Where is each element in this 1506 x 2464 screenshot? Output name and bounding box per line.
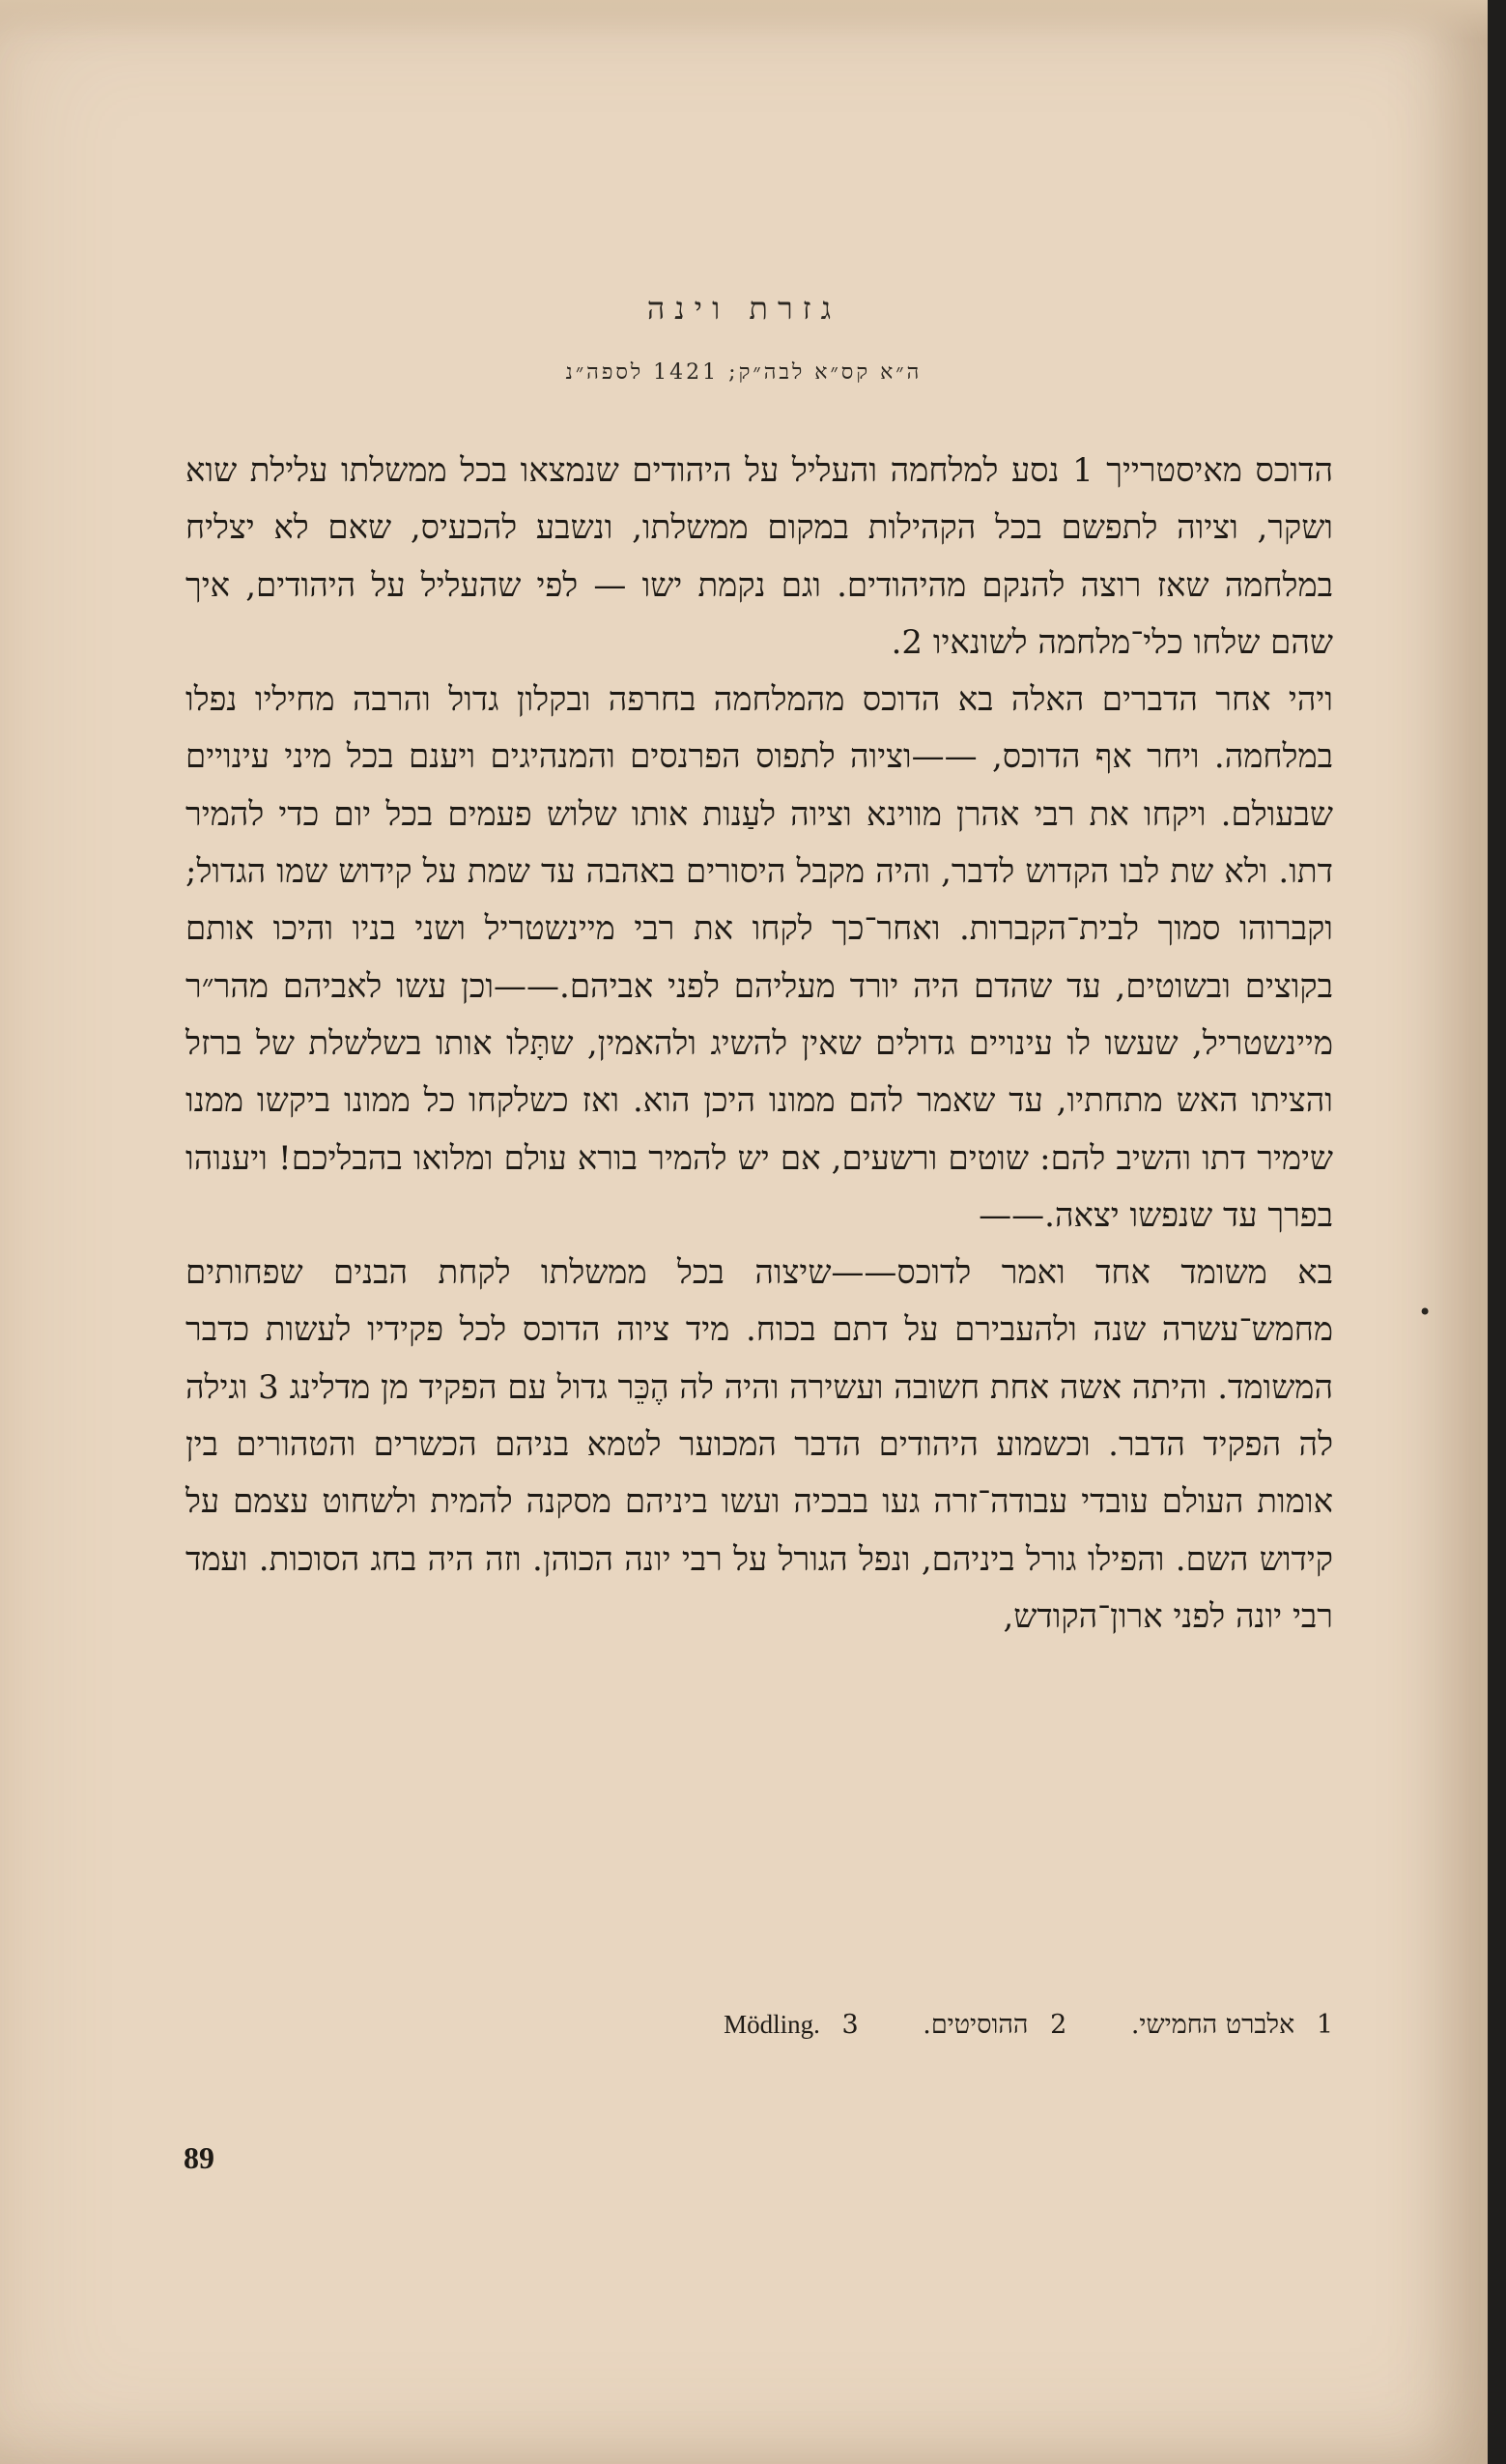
chapter-title: גזרת וינה — [646, 290, 841, 327]
footnote-number: 3 — [841, 2010, 859, 2040]
footnote-text: ההוסיטים. — [923, 2010, 1029, 2040]
footnote-1 — [1131, 2010, 1333, 2040]
body-text — [185, 443, 1333, 1646]
paragraph-1: הדוכס מאיסטרייך 1 נסע למלחמה והעליל על היהודים שנמצאו בכל ממשלתו עלילת שוא ושקר, וציוה לתפשם בכל הקהילות במקום ממשלתו, ונשבע להכעיס, שאם לא יצליח במלחמה שאז רוצה להנקם מהיהודים. וגם נקמת ישו — לפי שהעליל על היהודים, איך שהם שלחו כלי־מלחמה לשונאיו 2. — [185, 451, 1333, 662]
page-top-shadow — [0, 0, 1488, 39]
footnote-3 — [724, 2010, 859, 2040]
paragraph-2: ויהי אחר הדברים האלה בא הדוכס מהמלחמה בחרפה ובקלון גדול והרבה מחיליו נפלו במלחמה. ויחר אף הדוכס, ——וציוה לתפוס הפרנסים והמנהיגים ויענם בכל מיני עינויים שבעולם. ויקחו את רבי אהרן מווינא וציוה לעַנות אותו שלוש פעמים בכל יום כדי להמיר דתו. ולא שת לבו הקדוש לדבר, והיה מקבל היסורים באהבה עד שמת על קידוש שמו הגדול; וקברוהו סמוך לבית־הקברות. ואחר־כך לקחו את רבי מיינשטריל ושני בניו והיכו אותם בקוצים ובשוטים, עד שהדם היה יורד מעליהם לפני אביהם.——וכן עשו לאביהם מהר״ר מיינשטריל, שעשו לו עינויים גדולים שאין להשיג ולהאמין, שתָּלו אותו בשלשלת של ברזל והציתו האש מתחתיו, עד שאמר להם ממונו היכן הוא. ואז כשלקחו כל ממונו ביקשו ממנו שימיר דתו והשיב להם: שוטים ורשעים, אם יש להמיר בורא עולם ומלואו בהבליכם! ויענוהו בפרך עד שנפשו יצאה.—— — [185, 680, 1333, 1235]
chapter-date: ה״א קס״א לבה״ק; 1421 לספה״נ — [565, 360, 923, 385]
footnote-text: אלברט החמישי. — [1130, 2010, 1295, 2040]
footnotes — [185, 2010, 1333, 2040]
paragraph-3: בא משומד אחד ואמר לדוכס——שיצוה בכל ממשלתו לקחת הבנים שפחותים מחמש־עשרה שנה ולהעבירם על דתם בכוח. מיד ציוה הדוכס לכל פקידיו לעשות כדבר המשומד. והיתה אשה אחת חשובה ועשירה והיה לה הֶכֵּר גדול עם הפקיד מן מדלינג 3 וגילה לה הפקיד הדבר. וכשמוע היהודים הדבר המכוער לטמא בניהם הכשרים והטהורים בין אומות העולם עובדי עבודה־זרה געו בבכיה ועשו ביניהם מסקנה להמית ולשחוט עצמם על קידוש השם. והפילו גורל ביניהם, ונפל הגורל על רבי יונה הכוהן. וזה היה בחג הסוכות. ועמד רבי יונה לפני ארון־הקודש, — [185, 1253, 1333, 1636]
footnote-2 — [923, 2010, 1066, 2040]
margin-mark: • — [1418, 1299, 1433, 1326]
footnote-number: 2 — [1050, 2010, 1067, 2040]
book-edge — [1488, 0, 1506, 2464]
page-number: 89 — [184, 2140, 214, 2175]
footnote-text: .Mödling — [724, 2010, 820, 2039]
footnote-number: 1 — [1316, 2010, 1333, 2040]
